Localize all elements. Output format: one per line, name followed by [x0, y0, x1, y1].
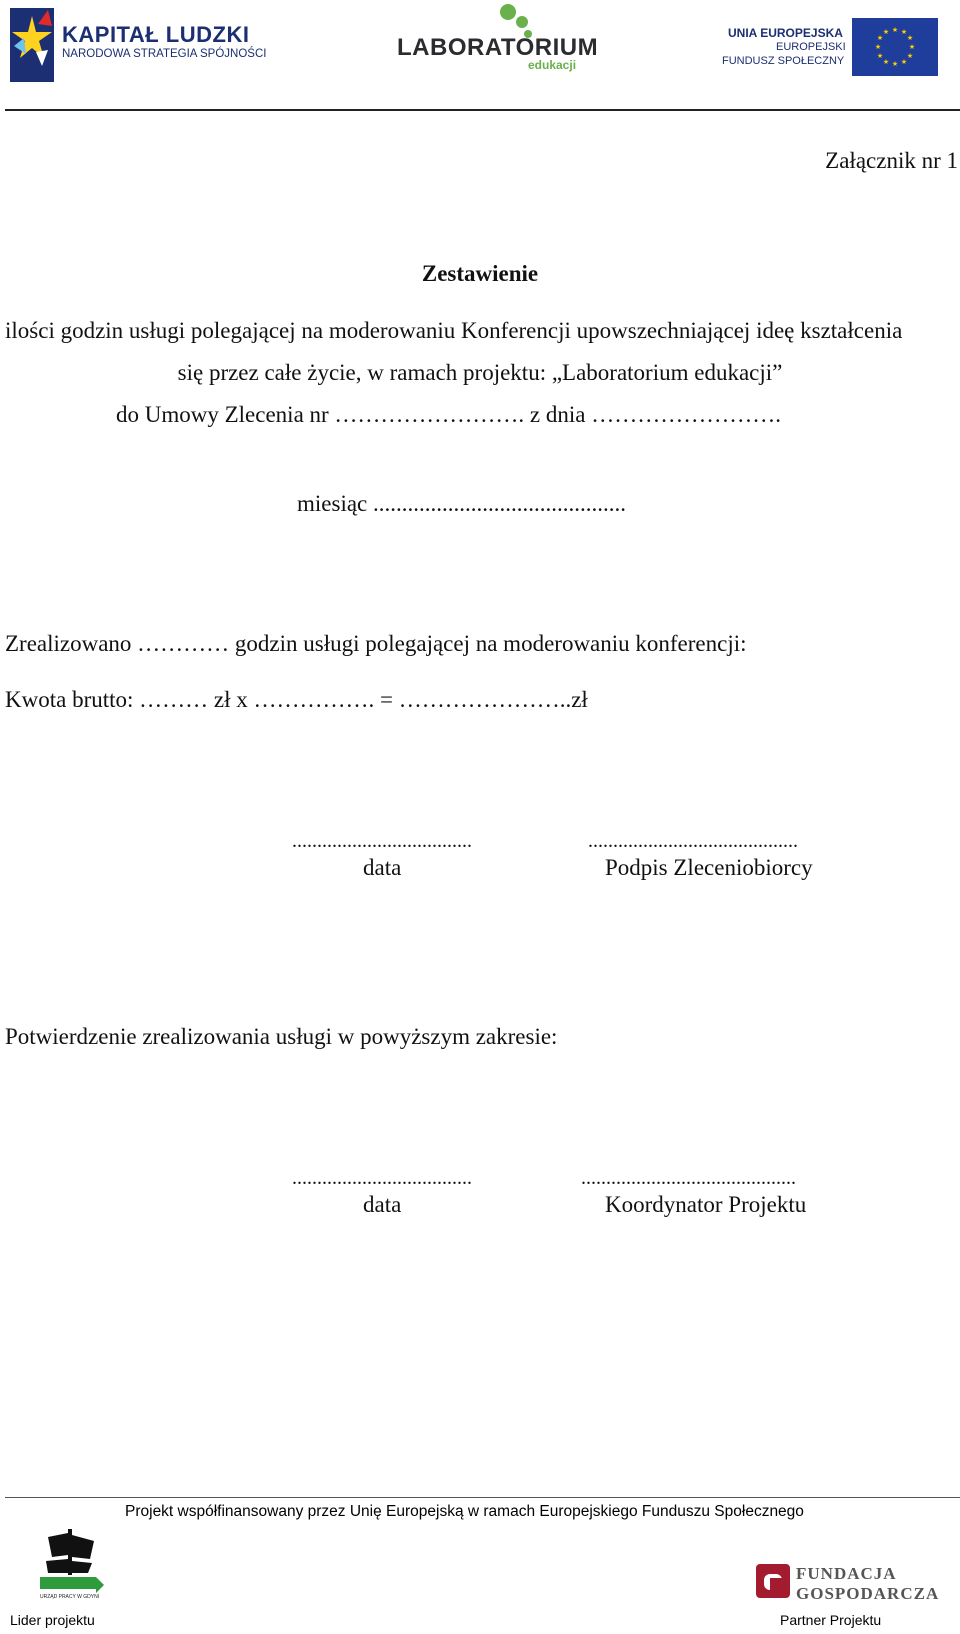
svg-text:★: ★	[906, 34, 914, 42]
partner-label: Partner Projektu	[780, 1612, 882, 1628]
lider-label: Lider projektu	[10, 1612, 95, 1628]
kapital-ludzki-title: KAPITAŁ LUDZKI	[62, 22, 250, 47]
laboratorium-subtitle: edukacji	[528, 58, 577, 72]
ship-logo-icon	[38, 1525, 106, 1597]
contractor-signature-line: ..........................................	[588, 830, 798, 852]
date-signature-line: ....................................	[292, 830, 472, 852]
coordinator-signature-label: Koordynator Projektu	[605, 1192, 807, 1217]
contractor-signature-label: Podpis Zleceniobiorcy	[605, 855, 813, 880]
date-signature-line: ....................................	[292, 1167, 472, 1189]
kapital-ludzki-logo-icon	[8, 2, 56, 86]
date-label: data	[363, 855, 402, 880]
gross-amount-line: Kwota brutto: ……… zł x ……………. = …………………..zł	[5, 687, 588, 712]
confirmation-line: Potwierdzenie zrealizowania usługi w powyższym zakresie:	[5, 1024, 558, 1049]
eu-line-3: FUNDUSZ SPOŁECZNY	[722, 55, 845, 67]
svg-text:★: ★	[874, 43, 882, 51]
date-label: data	[363, 1192, 402, 1217]
svg-text:★: ★	[882, 28, 890, 36]
laboratorium-title: LABORATORIUM	[397, 34, 599, 61]
realized-hours-line: Zrealizowano ………… godzin usługi polegającej na moderowaniu konferencji:	[5, 631, 747, 656]
svg-text:★: ★	[891, 26, 899, 34]
svg-text:★: ★	[882, 58, 890, 66]
eu-flag-icon	[852, 18, 938, 76]
fundacja-line-2: GOSPODARCZA	[796, 1584, 940, 1603]
cofinancing-note: Projekt współfinansowany przez Unię Europejską w ramach Europejskiego Funduszu Społecznego	[125, 1503, 804, 1520]
eu-line-2: EUROPEJSKI	[776, 41, 846, 53]
svg-text:★: ★	[906, 52, 914, 60]
footer-divider	[5, 1497, 960, 1498]
svg-text:★: ★	[900, 58, 908, 66]
coordinator-signature-line: ...........................................	[581, 1167, 796, 1189]
annex-label: Załącznik nr 1	[825, 148, 958, 173]
fundacja-logo-icon	[756, 1564, 790, 1598]
svg-text:★: ★	[891, 60, 899, 68]
header-divider	[5, 109, 960, 111]
intro-line-2: się przez całe życie, w ramach projektu: „Laboratorium edukacji”	[177, 360, 783, 385]
contract-line: do Umowy Zlecenia nr ……………………. z dnia …………………….	[116, 402, 781, 427]
svg-text:★: ★	[876, 34, 884, 42]
month-line: miesiąc ............................................	[297, 491, 626, 516]
intro-line-1: ilości godzin usługi polegającej na moderowaniu Konferencji upowszechniającej ideę kształcenia	[5, 318, 903, 343]
fundacja-line-1: FUNDACJA	[796, 1564, 897, 1583]
document-title: Zestawienie	[421, 261, 539, 286]
eu-line-1: UNIA EUROPEJSKA	[728, 26, 843, 40]
lider-logo-caption: URZĄD PRACY W GDYNI	[40, 1594, 100, 1600]
svg-text:★: ★	[900, 28, 908, 36]
svg-text:★: ★	[876, 52, 884, 60]
svg-text:★: ★	[908, 43, 916, 51]
kapital-ludzki-subtitle: NARODOWA STRATEGIA SPÓJNOŚCI	[62, 48, 267, 60]
